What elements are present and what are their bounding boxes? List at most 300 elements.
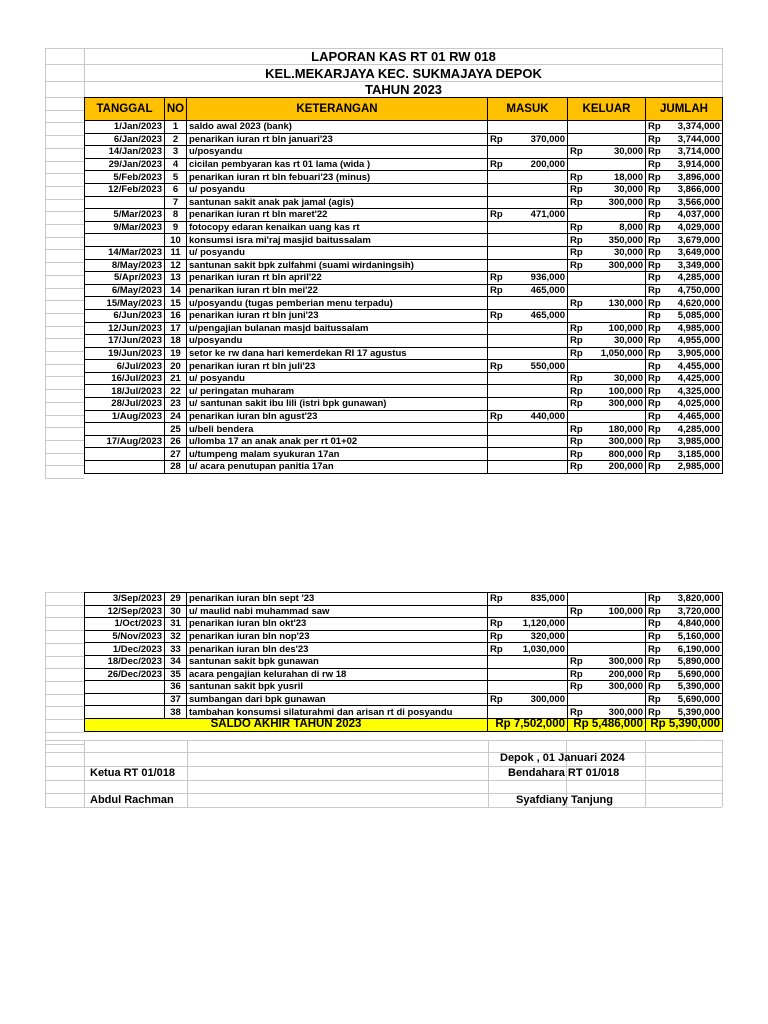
currency-label: Rp [490,593,503,605]
cell-date: 14/Jan/2023 [85,146,165,159]
gridline [45,48,46,98]
cell-in [488,322,568,335]
bendahara-title: Bendahara RT 01/018 [508,767,620,779]
gridline [45,122,84,123]
table-row [85,209,723,222]
cell-desc: u/beli bendera [187,423,488,436]
amount-value: 300,000 [608,681,643,693]
currency-label: Rp [490,618,503,630]
currency-label: Rp [648,694,661,706]
cell-in [488,221,568,234]
gridline [45,719,84,720]
amount-value: 4,750,000 [677,285,720,297]
cell-total [646,605,723,618]
cell-out [568,693,646,706]
amount-value: 3,649,000 [677,247,720,259]
gridline [45,807,722,808]
amount-value: 4,029,000 [677,222,720,234]
amount-value: 4,465,000 [677,410,720,422]
cell-no: 28 [165,461,187,474]
cell-desc: acara pengajian kelurahan di rw 18 [187,668,488,681]
cell-out [568,133,646,146]
table-row [85,322,723,335]
amount-value: 30,000 [613,247,643,259]
currency-label: Rp [648,159,661,171]
amount-value: 300,000 [608,656,643,668]
table-row [85,448,723,461]
cell-out [568,423,646,436]
cell-in [488,272,568,285]
currency-label: Rp [570,196,583,208]
currency-label: Rp [570,184,583,196]
amount-value: 180,000 [608,423,643,435]
amount-value: 3,914,000 [677,159,720,171]
gridline [45,275,84,276]
table-row [85,221,723,234]
currency-label: Rp [648,706,661,718]
cell-desc: penarikan iuran bln okt'23 [187,618,488,631]
cell-no: 14 [165,284,187,297]
currency-label: Rp [648,385,661,397]
currency-label: Rp [648,222,661,234]
column-header-keluar: KELUAR [568,98,646,121]
cell-desc: u/ maulid nabi muhammad saw [187,605,488,618]
table-row [85,297,723,310]
cell-total [646,643,723,656]
cash-table-part1 [84,97,723,474]
cell-date [85,196,165,209]
currency-label: Rp [648,618,661,630]
cell-in [488,284,568,297]
gridline [45,97,84,98]
cell-in [488,461,568,474]
cell-no: 31 [165,618,187,631]
cell-desc: u/ santunan sakit ibu lili (istri bpk gunawan) [187,398,488,411]
cell-no: 21 [165,372,187,385]
place-date: Depok , 01 Januari 2024 [500,752,625,764]
cell-total [646,681,723,694]
cell-out [568,183,646,196]
cell-date: 9/Mar/2023 [85,221,165,234]
gridline [45,389,84,390]
currency-label: Rp [570,373,583,385]
amount-value: 30,000 [613,184,643,196]
table-row [85,385,723,398]
amount-value: 3,896,000 [677,171,720,183]
cell-date: 6/Jun/2023 [85,309,165,322]
cell-date: 5/Feb/2023 [85,171,165,184]
currency-label: Rp [570,605,583,617]
currency-label: Rp [648,121,661,133]
currency-label: Rp [490,643,503,655]
table-row [85,347,723,360]
cell-in [488,335,568,348]
cell-in [488,246,568,259]
cell-out [568,121,646,134]
amount-value: 300,000 [608,436,643,448]
gridline [45,744,84,745]
table-row [85,171,723,184]
cell-no: 11 [165,246,187,259]
currency-label: Rp [570,297,583,309]
cell-out [568,284,646,297]
currency-label: Rp [648,461,661,473]
cell-in [488,593,568,606]
cell-date [85,423,165,436]
cell-out [568,668,646,681]
currency-label: Rp [570,335,583,347]
currency-label: Rp [648,285,661,297]
cell-in [488,706,568,719]
currency-label: Rp [648,643,661,655]
cell-date: 29/Jan/2023 [85,158,165,171]
cell-no: 18 [165,335,187,348]
table-row [85,272,723,285]
cell-out [568,158,646,171]
cell-in [488,605,568,618]
cell-out [568,234,646,247]
gridline [45,313,84,314]
cell-no: 20 [165,360,187,373]
amount-value: 3,374,000 [677,121,720,133]
cell-date [85,234,165,247]
table-row [85,196,723,209]
currency-label: Rp [490,209,503,221]
cell-out [568,322,646,335]
cell-out [568,448,646,461]
cell-no: 13 [165,272,187,285]
table-row [85,681,723,694]
gridline [45,465,84,466]
cell-total [646,322,723,335]
cell-total [646,655,723,668]
cell-no: 6 [165,183,187,196]
currency-label: Rp [490,631,503,643]
cell-out [568,221,646,234]
cell-no: 12 [165,259,187,272]
cell-date [85,681,165,694]
currency-label: Rp [648,347,661,359]
cell-in [488,234,568,247]
table-row [85,461,723,474]
ketua-name: Abdul Rachman [90,794,174,806]
cell-in [488,146,568,159]
currency-label: Rp [570,247,583,259]
cell-in [488,133,568,146]
gridline [45,288,84,289]
cell-date: 28/Jul/2023 [85,398,165,411]
currency-label: Rp [648,668,661,680]
cell-desc: u/posyandu (tugas pemberian menu terpadu) [187,297,488,310]
amount-value: 200,000 [608,668,643,680]
cell-no: 32 [165,630,187,643]
cell-out [568,335,646,348]
cell-date: 1/Dec/2023 [85,643,165,656]
currency-label: Rp [648,335,661,347]
amount-value: 30,000 [613,373,643,385]
cell-no: 34 [165,655,187,668]
cell-date: 1/Oct/2023 [85,618,165,631]
cell-no: 35 [165,668,187,681]
cell-total [646,360,723,373]
cell-date: 6/Jan/2023 [85,133,165,146]
currency-label: Rp [570,322,583,334]
column-header-tanggal: TANGGAL [85,98,165,121]
table-row [85,133,723,146]
gridline [45,668,84,669]
gridline [45,338,84,339]
currency-label: Rp [570,461,583,473]
cell-no: 23 [165,398,187,411]
cell-desc: tambahan konsumsi silaturahmi dan arisan rt di posyandu [187,706,488,719]
gridline [45,64,722,65]
amount-value: 300,000 [608,196,643,208]
cell-out [568,605,646,618]
table-row [85,360,723,373]
cell-total [646,372,723,385]
currency-label: Rp [648,146,661,158]
cell-no: 36 [165,681,187,694]
table-row [85,618,723,631]
amount-value: 18,000 [613,171,643,183]
amount-value: 100,000 [608,322,643,334]
cell-desc: u/ posyandu [187,372,488,385]
amount-value: 5,690,000 [677,668,720,680]
amount-value: 100,000 [608,385,643,397]
currency-label: Rp [570,398,583,410]
amount-value: 1,050,000 [600,347,643,359]
amount-value: 30,000 [613,335,643,347]
cell-in [488,435,568,448]
table-row [85,309,723,322]
cell-total [646,196,723,209]
amount-value: 3,714,000 [677,146,720,158]
report-subtitle: KEL.MEKARJAYA KEC. SUKMAJAYA DEPOK [265,66,542,81]
cell-out [568,209,646,222]
amount-value: 3,820,000 [677,593,720,605]
cell-out [568,246,646,259]
cell-no: 38 [165,706,187,719]
saldo-masuk: Rp 7,502,000 [488,718,568,731]
gridline [45,364,84,365]
currency-label: Rp [648,436,661,448]
cell-total [646,410,723,423]
amount-value: 5,085,000 [677,310,720,322]
cell-no: 15 [165,297,187,310]
amount-value: 300,000 [530,694,565,706]
saldo-row [85,718,723,731]
currency-label: Rp [648,373,661,385]
ketua-title: Ketua RT 01/018 [90,767,175,779]
cell-out [568,593,646,606]
cell-desc: santunan sakit bpk zulfahmi (suami wirdaningsih) [187,259,488,272]
gridline [45,402,84,403]
cell-out [568,171,646,184]
gridline [45,694,84,695]
amount-value: 1,030,000 [522,643,565,655]
currency-label: Rp [648,171,661,183]
cell-total [646,435,723,448]
cell-date: 12/Jun/2023 [85,322,165,335]
cell-total [646,121,723,134]
cell-in [488,693,568,706]
gridline [45,643,84,644]
cell-total [646,448,723,461]
cell-desc: penarikan iuran rt bln mei'22 [187,284,488,297]
currency-label: Rp [570,436,583,448]
cell-desc: sumbangan dari bpk gunawan [187,693,488,706]
amount-value: 3,349,000 [677,259,720,271]
cell-total [646,398,723,411]
currency-label: Rp [570,347,583,359]
currency-label: Rp [570,668,583,680]
cell-date: 16/Jul/2023 [85,372,165,385]
amount-value: 8,000 [619,222,643,234]
gridline [45,161,84,162]
cell-no: 29 [165,593,187,606]
cell-out [568,398,646,411]
cell-desc: penarikan iuran bln sept '23 [187,593,488,606]
cell-total [646,668,723,681]
cell-desc: santunan sakit anak pak jamal (agis) [187,196,488,209]
currency-label: Rp [648,410,661,422]
cell-total [646,385,723,398]
currency-label: Rp [648,360,661,372]
amount-value: 4,425,000 [677,373,720,385]
gridline [45,656,84,657]
cell-in [488,385,568,398]
cell-desc: cicilan pembyaran kas rt 01 lama (wida ) [187,158,488,171]
cell-in [488,121,568,134]
cell-in [488,297,568,310]
cell-desc: u/ posyandu [187,246,488,259]
cell-date: 1/Jan/2023 [85,121,165,134]
report-title: LAPORAN KAS RT 01 RW 018 [311,49,496,64]
cell-in [488,171,568,184]
currency-label: Rp [570,146,583,158]
cell-date: 17/Aug/2023 [85,435,165,448]
saldo-keluar: Rp 5,486,000 [568,718,646,731]
gridline [45,732,84,733]
table-row [85,259,723,272]
cell-date: 6/May/2023 [85,284,165,297]
cell-out [568,706,646,719]
amount-value: 6,190,000 [677,643,720,655]
cell-out [568,347,646,360]
gridline [45,326,84,327]
cell-date: 1/Aug/2023 [85,410,165,423]
amount-value: 4,620,000 [677,297,720,309]
gridline [45,249,84,250]
cell-desc: penarikan iuran bln nop'23 [187,630,488,643]
amount-value: 4,840,000 [677,618,720,630]
saldo-label: SALDO AKHIR TAHUN 2023 [85,718,488,731]
cell-desc: penarikan iuran rt bln febuari'23 (minus) [187,171,488,184]
cell-total [646,171,723,184]
gridline [488,740,489,807]
gridline [45,262,84,263]
cell-no: 25 [165,423,187,436]
cell-no: 1 [165,121,187,134]
cell-total [646,246,723,259]
table-header-row [85,98,723,121]
currency-label: Rp [490,310,503,322]
cell-out [568,272,646,285]
table-row [85,398,723,411]
cell-out [568,196,646,209]
cell-no: 26 [165,435,187,448]
cell-total [646,593,723,606]
gridline [722,740,723,807]
column-header-jumlah: JUMLAH [646,98,723,121]
gridline [45,376,84,377]
column-header-keterangan: KETERANGAN [187,98,488,121]
amount-value: 200,000 [530,159,565,171]
cell-no: 17 [165,322,187,335]
currency-label: Rp [570,681,583,693]
cell-desc: u/ acara penutupan panitia 17an [187,461,488,474]
gridline [45,453,84,454]
cell-in [488,681,568,694]
column-header-masuk: MASUK [488,98,568,121]
amount-value: 4,285,000 [677,423,720,435]
cell-in [488,410,568,423]
currency-label: Rp [570,656,583,668]
cell-date: 5/Nov/2023 [85,630,165,643]
cell-desc: konsumsi isra mi'raj masjid baitussalam [187,234,488,247]
cell-in [488,372,568,385]
cell-in [488,347,568,360]
saldo-jumlah: Rp 5,390,000 [646,718,723,731]
currency-label: Rp [648,297,661,309]
cell-date: 17/Jun/2023 [85,335,165,348]
gridline [45,478,84,479]
amount-value: 550,000 [530,360,565,372]
cell-desc: u/posyandu [187,335,488,348]
currency-label: Rp [648,322,661,334]
gridline [45,415,84,416]
cell-desc: santunan sakit bpk gunawan [187,655,488,668]
cell-desc: u/ posyandu [187,183,488,196]
currency-label: Rp [648,681,661,693]
cell-in [488,183,568,196]
amount-value: 3,566,000 [677,196,720,208]
cell-desc: fotocopy edaran kenaikan uang kas rt [187,221,488,234]
cell-in [488,668,568,681]
currency-label: Rp [648,247,661,259]
cell-desc: u/lomba 17 an anak anak per rt 01+02 [187,435,488,448]
cell-in [488,643,568,656]
amount-value: 3,720,000 [677,605,720,617]
cell-out [568,461,646,474]
table-row [85,693,723,706]
currency-label: Rp [490,159,503,171]
cell-date: 15/May/2023 [85,297,165,310]
cell-total [646,146,723,159]
amount-value: 800,000 [608,448,643,460]
cell-total [646,630,723,643]
amount-value: 5,390,000 [677,706,720,718]
cell-date [85,448,165,461]
cell-total [646,259,723,272]
cell-no: 30 [165,605,187,618]
cell-out [568,435,646,448]
cell-desc: penarikan iuran bln agust'23 [187,410,488,423]
cell-total [646,133,723,146]
currency-label: Rp [648,656,661,668]
cell-desc: penarikan iuran rt bln juni'23 [187,309,488,322]
amount-value: 300,000 [608,259,643,271]
